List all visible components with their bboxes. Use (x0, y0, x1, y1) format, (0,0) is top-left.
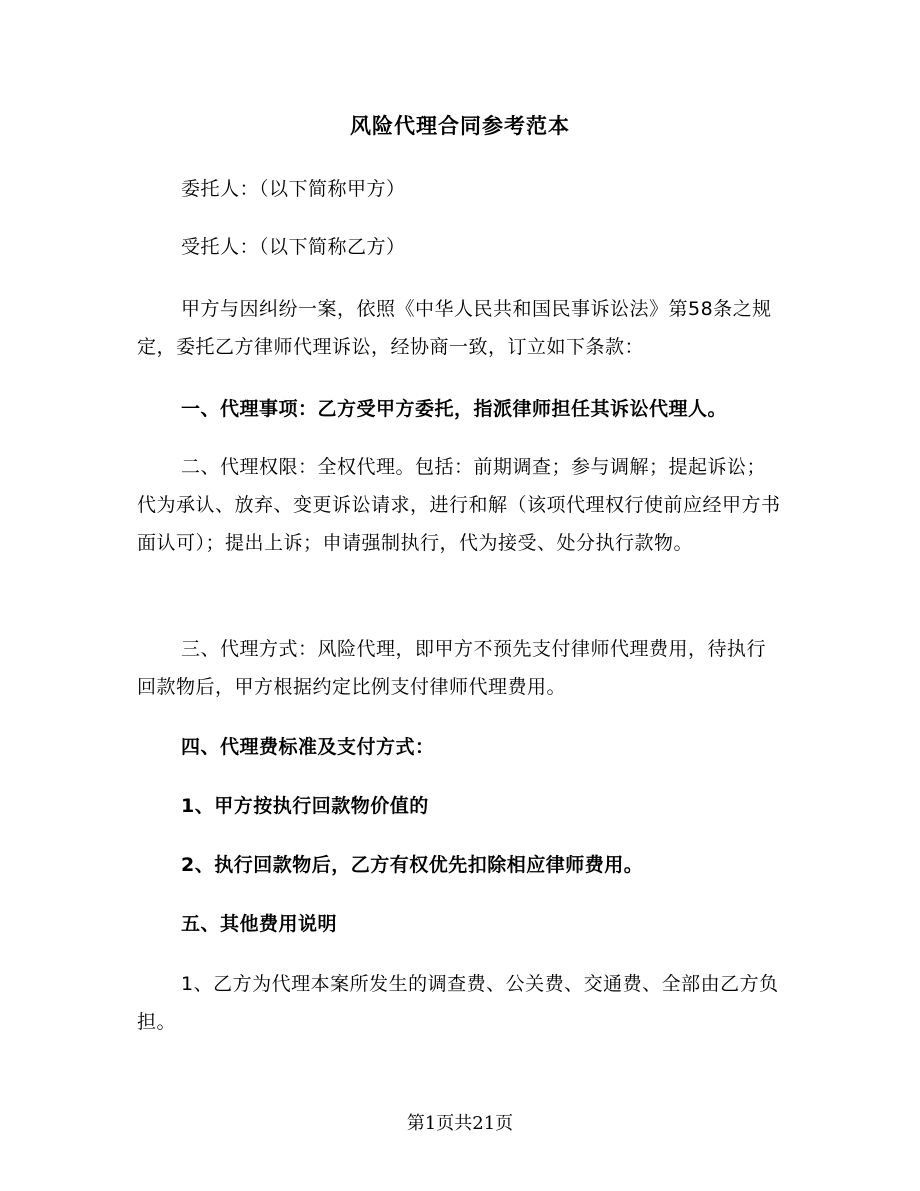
clause-4-item-2: 2、执行回款物后，乙方有权优先扣除相应律师费用。 (181, 854, 644, 876)
clause-3-method: 三、代理方式：风险代理，即甲方不预先支付律师代理费用，待执行回款物后，甲方根据约定比例支付律师代理费用。 (137, 638, 767, 698)
client-line: 委托人：（以下简称甲方） (181, 178, 406, 200)
clause-4-item-1: 1、甲方按执行回款物价值的 (181, 795, 429, 817)
document-title: 风险代理合同参考范本 (350, 114, 570, 138)
clause-5-heading: 五、其他费用说明 (181, 913, 338, 935)
clause-5-item-1: 1、乙方为代理本案所发生的调查费、公关费、交通费、全部由乙方负担。 (137, 973, 779, 1033)
preamble-paragraph: 甲方与因纠纷一案，依照《中华人民共和国民事诉讼法》第58条之规定，委托乙方律师代理诉讼，经协商一致，订立如下条款： (137, 298, 772, 358)
agent-line: 受托人：（以下简称乙方） (181, 236, 406, 258)
clause-1-scope: 一、代理事项：乙方受甲方委托，指派律师担任其诉讼代理人。 (181, 398, 728, 420)
clause-2-authority: 二、代理权限：全权代理。包括：前期调查；参与调解；提起诉讼；代为承认、放弃、变更诉讼请求，进行和解（该项代理权行使前应经甲方书面认可）；提出上诉；申请强制执行，代为接受、处分执行款物。 (137, 456, 781, 554)
clause-4-heading: 四、代理费标准及支付方式： (181, 736, 435, 758)
page-number: 第1页共21页 (406, 1113, 514, 1134)
